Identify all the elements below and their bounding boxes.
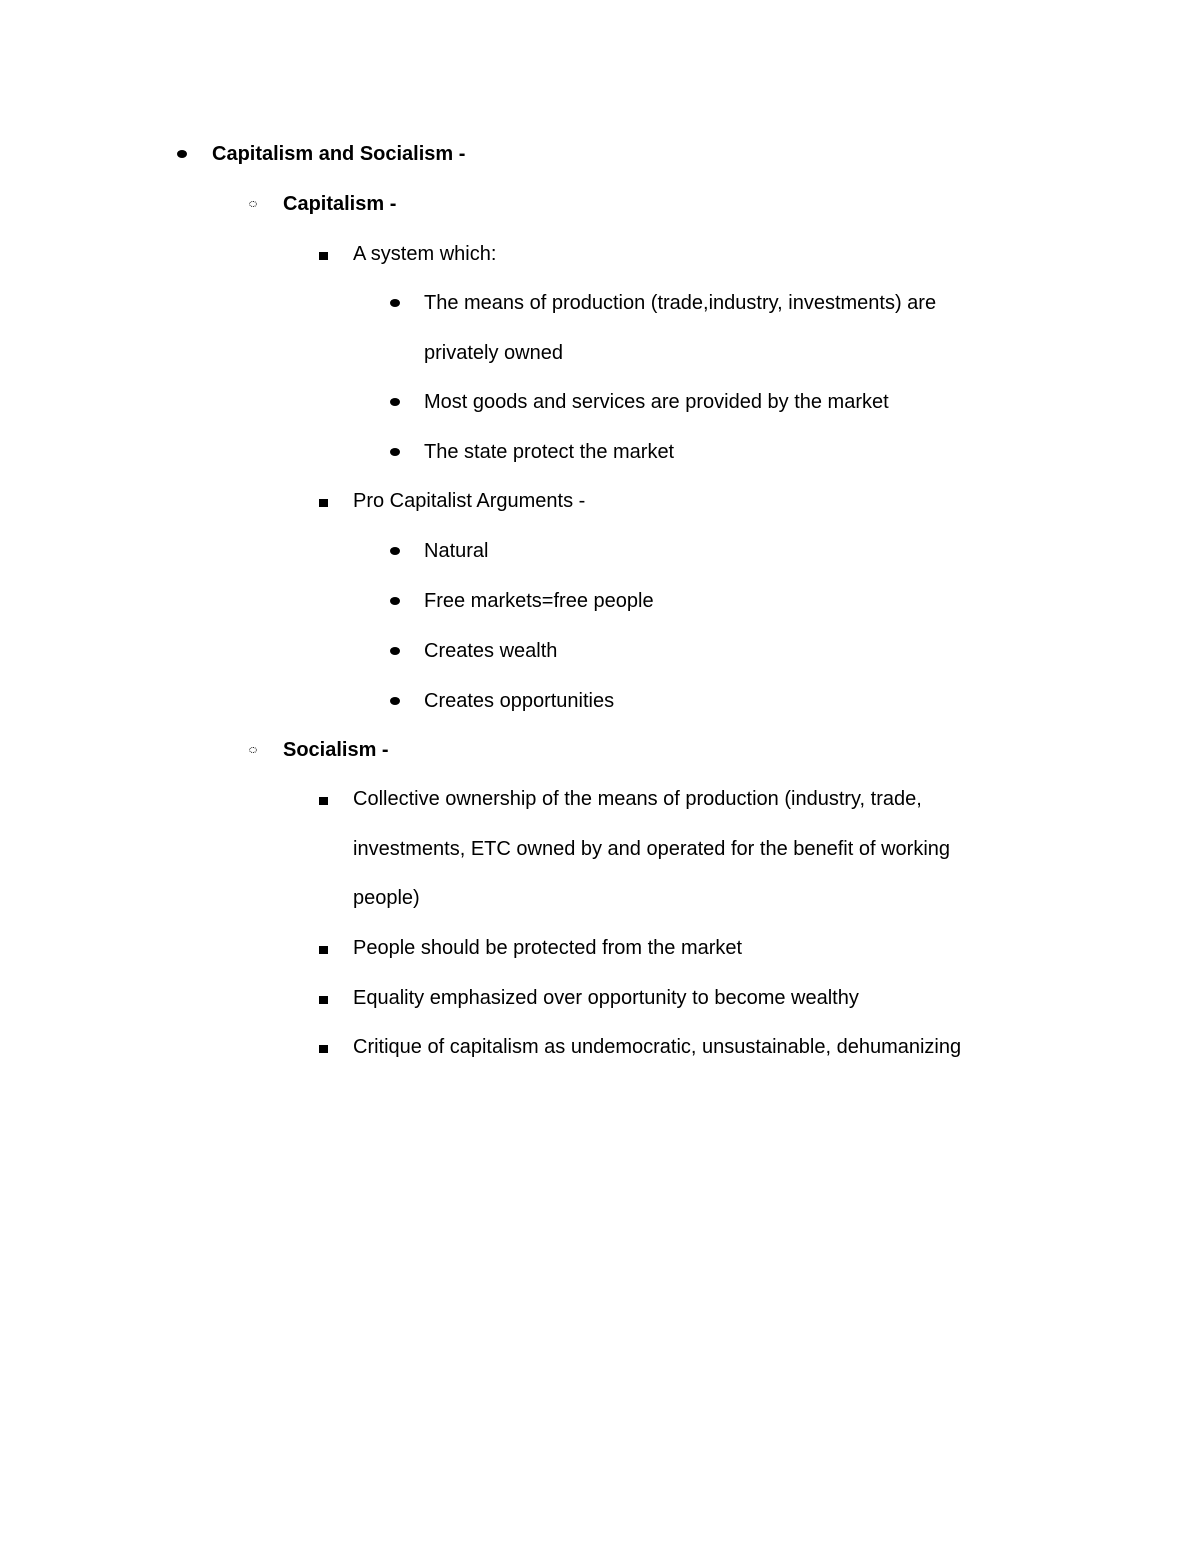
square-bullet-icon — [319, 946, 328, 954]
socialism-point-continued: people) — [353, 887, 420, 909]
capitalism-title: Capitalism - — [283, 193, 397, 215]
system-point-continued: privately owned — [424, 342, 563, 364]
argument-point: Creates wealth — [424, 640, 558, 662]
circle-bullet-icon — [249, 747, 257, 753]
system-label: A system which: — [353, 243, 497, 265]
socialism-title: Socialism - — [283, 739, 389, 761]
disc-bullet-icon — [177, 150, 187, 158]
system-point: The state protect the market — [424, 441, 675, 463]
circle-bullet-icon — [249, 201, 257, 207]
disc-bullet-icon — [390, 299, 400, 307]
socialism-point: Collective ownership of the means of production (industry, trade, — [353, 788, 922, 810]
system-point: Most goods and services are provided by the market — [424, 391, 889, 413]
socialism-point: Equality emphasized over opportunity to become wealthy — [353, 987, 859, 1009]
argument-point: Free markets=free people — [424, 590, 654, 612]
socialism-point: Critique of capitalism as undemocratic, unsustainable, dehumanizing — [353, 1036, 962, 1058]
square-bullet-icon — [319, 1045, 328, 1053]
square-bullet-icon — [319, 797, 328, 805]
disc-bullet-icon — [390, 547, 400, 555]
square-bullet-icon — [319, 996, 328, 1004]
socialism-point: People should be protected from the market — [353, 937, 743, 959]
arguments-label: Pro Capitalist Arguments - — [353, 490, 586, 512]
disc-bullet-icon — [390, 647, 400, 655]
outline-heading: Capitalism and Socialism - — [212, 143, 466, 165]
argument-point: Creates opportunities — [424, 690, 615, 712]
system-point: The means of production (trade,industry, investments) are — [424, 292, 937, 314]
disc-bullet-icon — [390, 697, 400, 705]
argument-point: Natural — [424, 540, 489, 562]
disc-bullet-icon — [390, 597, 400, 605]
square-bullet-icon — [319, 252, 328, 260]
square-bullet-icon — [319, 499, 328, 507]
socialism-point-continued: investments, ETC owned by and operated for the benefit of working — [353, 838, 951, 860]
disc-bullet-icon — [390, 448, 400, 456]
disc-bullet-icon — [390, 398, 400, 406]
